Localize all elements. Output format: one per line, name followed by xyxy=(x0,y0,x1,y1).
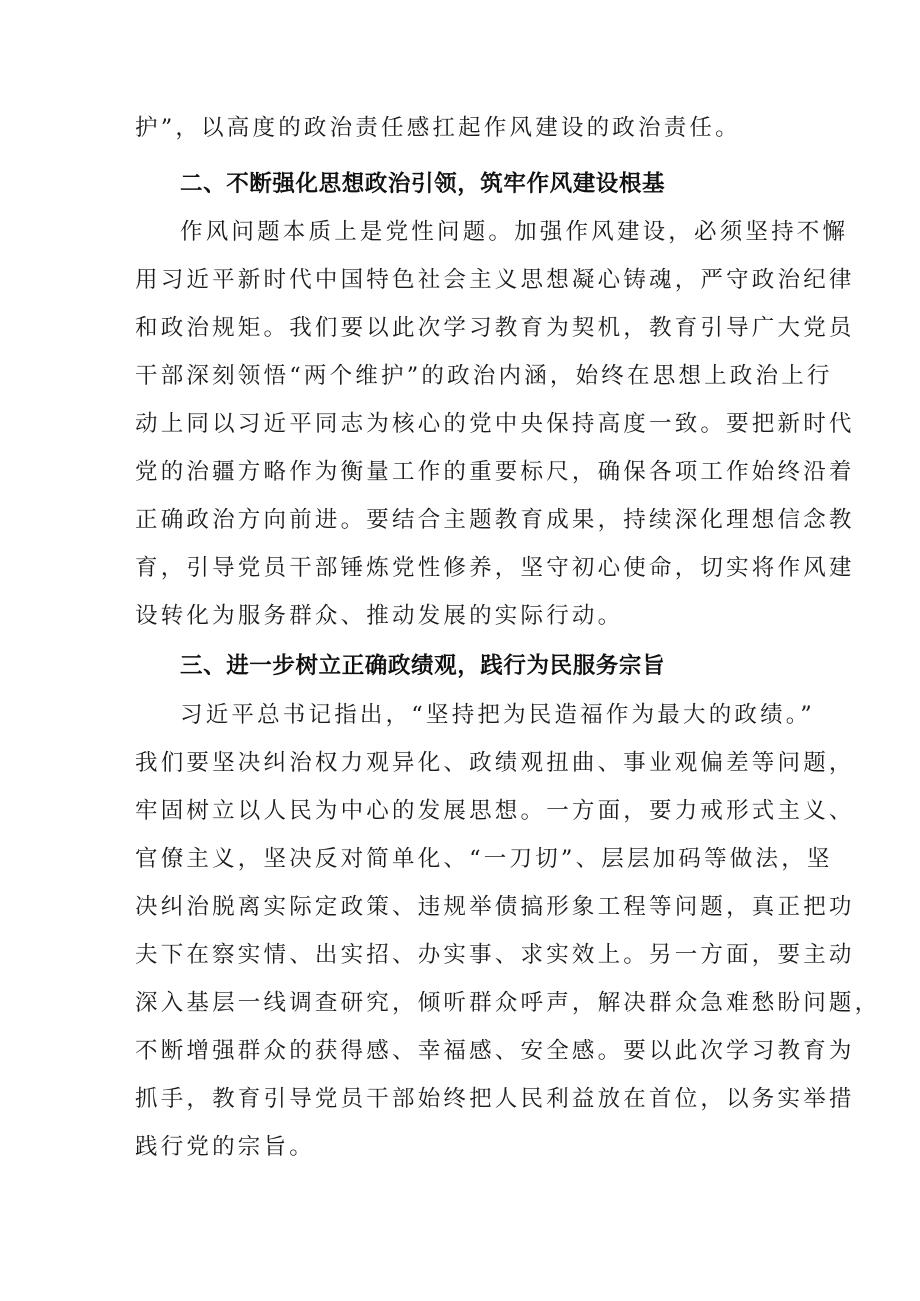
paragraph-line: 我们要坚决纠治权力观异化、政绩观扭曲、事业观偏差等问题， xyxy=(135,750,855,776)
section-heading: 三、进一步树立正确政绩观，践行为民服务宗旨 xyxy=(180,653,666,679)
section-heading: 二、不断强化思想政治引领，筑牢作风建设根基 xyxy=(180,171,666,197)
paragraph-line: 正确政治方向前进。要结合主题教育成果，持续深化理想信念教 xyxy=(135,507,855,533)
paragraph-line: 干部深刻领悟“两个维护”的政治内涵，始终在思想上政治上行 xyxy=(135,363,833,389)
paragraph-line: 作风问题本质上是党性问题。加强作风建设，必须坚持不懈 xyxy=(180,219,849,245)
paragraph-line: 护”，以高度的政治责任感扛起作风建设的政治责任。 xyxy=(135,115,741,141)
paragraph-line: 官僚主义，坚决反对简单化、“一刀切”、层层加码等做法，坚 xyxy=(135,846,833,872)
paragraph-line: 牢固树立以人民为中心的发展思想。一方面，要力戒形式主义、 xyxy=(135,798,855,824)
paragraph-line: 不断增强群众的获得感、幸福感、安全感。要以此次学习教育为 xyxy=(135,1038,855,1064)
paragraph-line: 党的治疆方略作为衡量工作的重要标尺，确保各项工作始终沿着 xyxy=(135,459,855,485)
paragraph-line: 践行党的宗旨。 xyxy=(135,1134,315,1160)
paragraph-line: 抓手，教育引导党员干部始终把人民利益放在首位，以务实举措 xyxy=(135,1086,855,1112)
paragraph-line: 习近平总书记指出，“坚持把为民造福作为最大的政绩。” xyxy=(180,702,815,728)
paragraph-line: 决纠治脱离实际定政策、违规举债搞形象工程等问题，真正把功 xyxy=(135,894,855,920)
paragraph-line: 夫下在察实情、出实招、办实事、求实效上。另一方面，要主动 xyxy=(135,942,855,968)
paragraph-line: 育，引导党员干部锤炼党性修养，坚守初心使命，切实将作风建 xyxy=(135,555,855,581)
paragraph-line: 设转化为服务群众、推动发展的实际行动。 xyxy=(135,603,624,629)
paragraph-line: 用习近平新时代中国特色社会主义思想凝心铸魂，严守政治纪律 xyxy=(135,267,855,293)
paragraph-line: 动上同以习近平同志为核心的党中央保持高度一致。要把新时代 xyxy=(135,411,855,437)
paragraph-line: 深入基层一线调查研究，倾听群众呼声，解决群众急难愁盼问题， xyxy=(135,990,881,1016)
paragraph-line: 和政治规矩。我们要以此次学习教育为契机，教育引导广大党员 xyxy=(135,315,855,341)
